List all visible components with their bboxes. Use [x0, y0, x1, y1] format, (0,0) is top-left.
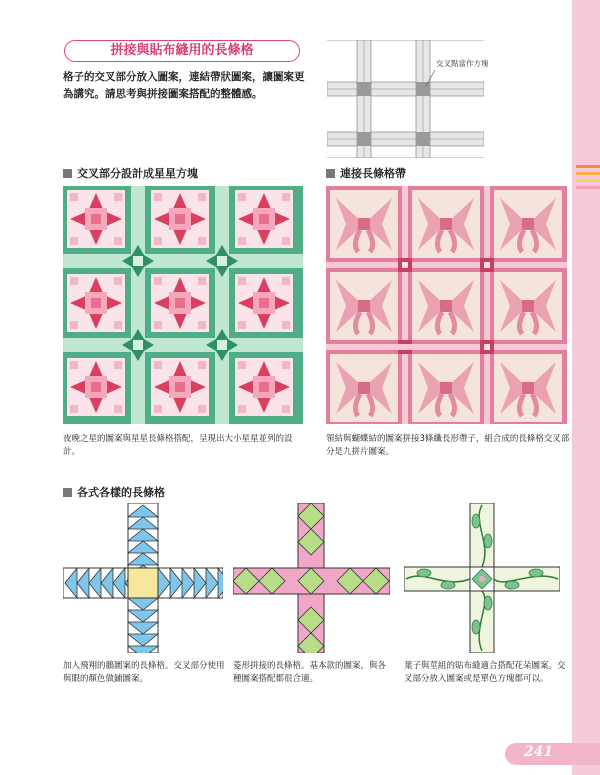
caption-diamond: 菱形拼接的長條格。基本款的圖案，與各種圖案搭配都很合適。: [233, 661, 387, 684]
star-quilt-illustration: [63, 186, 303, 424]
caption-bowtie-quilt: 領結與蝴蝶結的圖案拼接3條纖長形帶子，組合成的長條格交叉部分是九拼片圖案。: [326, 434, 570, 457]
diamond-strip-illustration: [233, 503, 390, 653]
diagram-label: 交叉點當作方塊: [436, 59, 489, 68]
vine-strip-illustration: [404, 503, 560, 653]
page-title: 拼接與貼布縫用的長條格: [64, 40, 300, 62]
caption-vine: 葉子與莖組的貼布縫適合搭配花朵圖案。交叉部分放入圖案或是單色方塊都可以。: [404, 661, 566, 684]
edge-color-stripes: [576, 165, 600, 193]
bullet-square-icon: [63, 169, 72, 178]
bullet-square-icon: [326, 169, 335, 178]
bowtie-quilt-illustration: [326, 186, 567, 424]
section-heading-various: 各式各樣的長條格: [63, 484, 165, 500]
caption-star-quilt: 夜晚之星的圖案與星星長條格搭配，呈現出大小星星並列的設計。: [63, 434, 293, 457]
section-heading-strips: 連接長條格帶: [326, 165, 406, 181]
page-edge-band: [572, 0, 600, 775]
intro-text: 格子的交叉部分放入圖案，連結帶狀圖案，讓圖案更為講究。請思考與拼接圖案搭配的整體感。: [63, 71, 305, 100]
caption-flying-geese: 加入飛翔的鵝圖案的長條格。交叉部分使用與眼的顏色做鋪圖案。: [63, 661, 225, 684]
bullet-square-icon: [63, 488, 72, 497]
flying-geese-strip-illustration: [63, 503, 223, 653]
section-heading-star: 交叉部分設計成星星方塊: [63, 165, 198, 181]
page-number: 241: [523, 744, 554, 760]
